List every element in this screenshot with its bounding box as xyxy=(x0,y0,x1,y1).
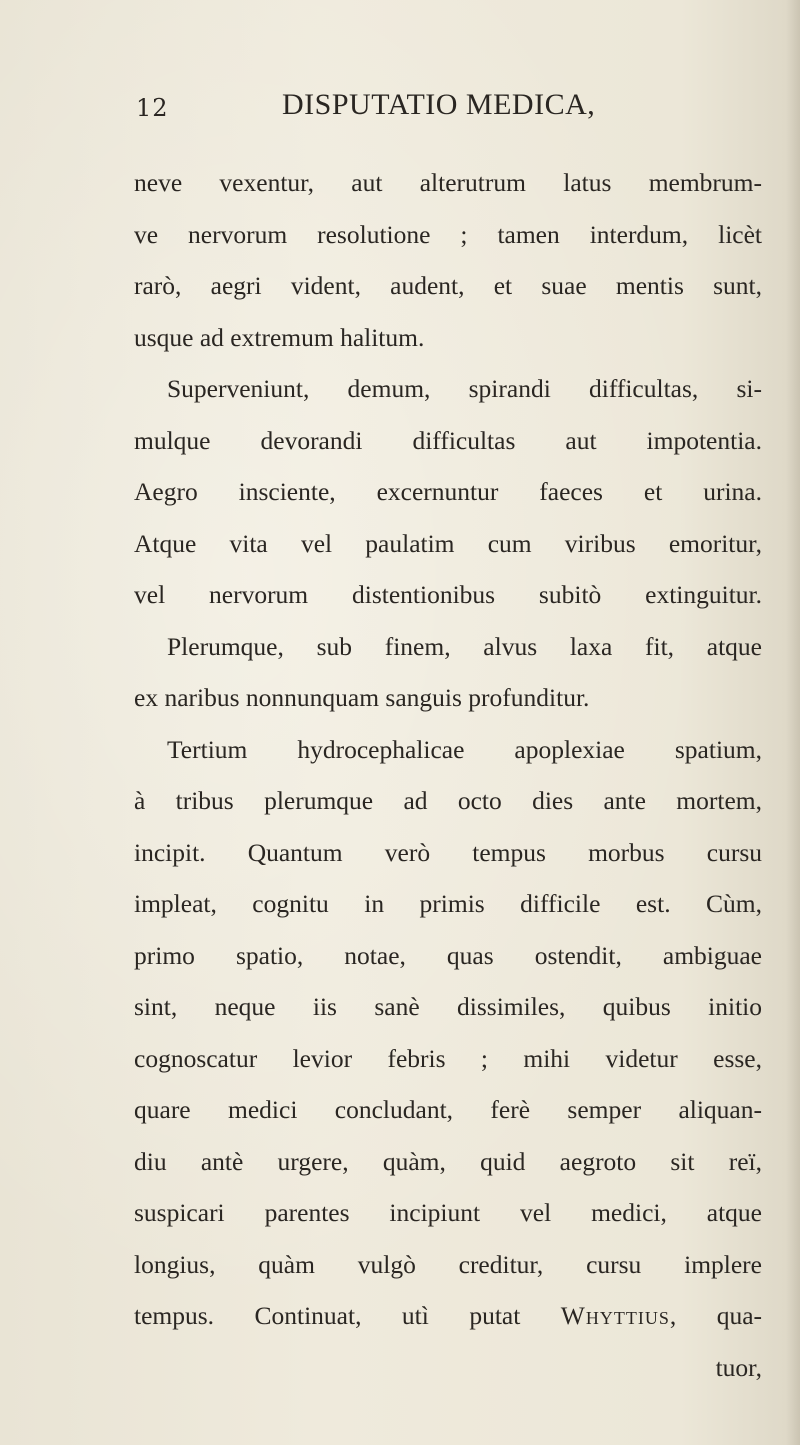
text-line: diu antè urgere, quàm, quid aegroto sit reï, xyxy=(134,1146,762,1176)
text-line: mulque devorandi difficultas aut impotentia. xyxy=(134,425,762,455)
paragraph-start-line: Plerumque, sub finem, alvus laxa fit, atque xyxy=(167,631,762,661)
text-line: primo spatio, notae, quas ostendit, ambiguae xyxy=(134,940,762,970)
body-text xyxy=(134,157,762,1393)
paragraph-start-line: Tertium hydrocephalicae apoplexiae spatium, xyxy=(167,734,762,764)
text-line: à tribus plerumque ad octo dies ante mortem, xyxy=(134,786,762,815)
text-fragment: , qua- xyxy=(669,1301,762,1330)
text-line: rarò, aegri vident, audent, et suae mentis sunt, xyxy=(134,271,762,300)
text-line: vel nervorum distentionibus subitò extinguitur. xyxy=(134,580,762,609)
text-line xyxy=(134,1290,762,1342)
text-line: longius, quàm vulgò creditur, cursu implere xyxy=(134,1249,762,1279)
text-line: ex naribus nonnunquam sanguis profunditur. xyxy=(134,683,590,712)
author-name: Whyttius xyxy=(560,1301,670,1330)
paragraph-start-line: Superveniunt, demum, spirandi difficultas, si- xyxy=(167,374,762,403)
catchword: tuor, xyxy=(715,1352,762,1382)
text-line: neve vexentur, aut alterutrum latus membrum- xyxy=(134,168,762,197)
text-line: suspicari parentes incipiunt vel medici, atque xyxy=(134,1198,762,1227)
text-line: cognoscatur levior febris ; mihi videtur esse, xyxy=(134,1043,762,1073)
text-line: usque ad extremum halitum. xyxy=(134,322,425,352)
text-fragment: tempus. Continuat, utì putat xyxy=(134,1301,561,1330)
page-edge-shadow xyxy=(786,0,800,1445)
text-line: impleat, cognitu in primis difficile est. Cùm, xyxy=(134,889,762,918)
running-head xyxy=(0,88,800,128)
text-line: sint, neque iis sanè dissimiles, quibus initio xyxy=(134,992,762,1021)
running-title: DISPUTATIO MEDICA, xyxy=(282,88,596,121)
text-line: Atque vita vel paulatim cum viribus emoritur, xyxy=(134,528,762,558)
text-line: incipit. Quantum verò tempus morbus cursu xyxy=(134,837,762,867)
text-line: quare medici concludant, ferè semper aliquan- xyxy=(134,1095,762,1124)
page-number: 12 xyxy=(136,94,169,122)
text-line: ve nervorum resolutione ; tamen interdum, licèt xyxy=(134,219,762,249)
text-line: Aegro insciente, excernuntur faeces et urina. xyxy=(134,477,762,506)
